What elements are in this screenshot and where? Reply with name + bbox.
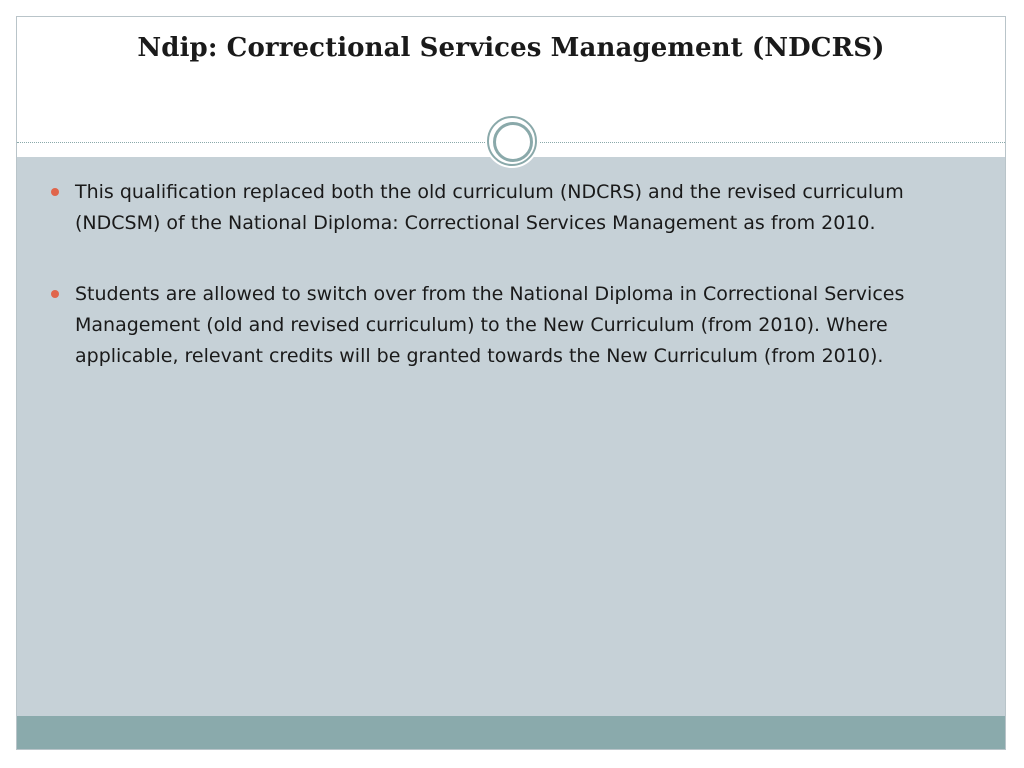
slide <box>16 16 1006 750</box>
bullet-dot-icon <box>51 188 59 196</box>
bullet-list <box>51 177 981 412</box>
double-circle-divider-icon <box>485 114 539 168</box>
bullet-text: This qualification replaced both the old curriculum (NDCRS) and the revised curriculum (NDCSM) of the National Diploma: Correctional Services Management as from 2010. <box>75 181 904 234</box>
inner-ring <box>493 122 533 162</box>
bullet-dot-icon <box>51 290 59 298</box>
list-item <box>51 279 981 372</box>
footer-bar <box>17 716 1005 750</box>
bullet-text: Students are allowed to switch over from the National Diploma in Correctional Services Management (old and revised curriculum) to the New Curriculum (from 2010). Where applicable, relevant credits will be granted towards the New Curriculum (from 2010). <box>75 283 905 367</box>
slide-title: Ndip: Correctional Services Management (NDCRS) <box>137 33 885 63</box>
list-item <box>51 177 981 239</box>
